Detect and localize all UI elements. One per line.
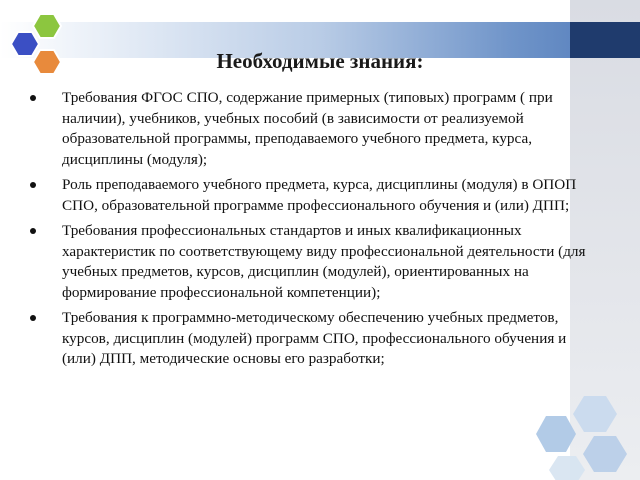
- bullet-list: [28, 88, 603, 375]
- bullet-dot-icon: [30, 315, 36, 321]
- hexagon-light-icon: [583, 436, 627, 472]
- slide-title: Необходимые знания:: [216, 49, 424, 73]
- hexagon-light-icon: [549, 456, 585, 480]
- header-dark-tab: [570, 22, 640, 58]
- bullet-item: [28, 221, 603, 303]
- bullet-dot-icon: [30, 228, 36, 234]
- bullet-dot-icon: [30, 95, 36, 101]
- hexagon-blue-icon: [11, 32, 39, 56]
- bullet-text: Требования ФГОС СПО, содержание примерных (типовых) программ ( при наличии), учебников, учебных пособий (в зависимости от реализуемой образовательной программы, преподаваемого учебного предмета, курса, дисциплины (модуля);: [62, 89, 553, 168]
- bullet-dot-icon: [30, 182, 36, 188]
- bullet-text: Требования к программно-методическому обеспечению учебных предметов, курсов, дисциплин (модулей) программ СПО, профессионального обучения и (или) ДПП, методические основы его разработки;: [62, 309, 567, 367]
- hexagon-logo-cluster: [4, 12, 78, 82]
- bullet-item: [28, 88, 603, 170]
- hexagon-light-icon: [536, 416, 576, 452]
- bullet-item: [28, 308, 603, 370]
- bullet-text: Роль преподаваемого учебного предмета, курса, дисциплины (модуля) в ОПОП СПО, образовательной программе профессионального обучения и (или) ДПП;: [62, 176, 577, 214]
- hexagon-light-icon: [573, 396, 617, 432]
- hexagon-green-icon: [33, 14, 61, 38]
- bullet-text: Требования профессиональных стандартов и иных квалификационных характеристик по соответствующему виду профессиональной деятельности (для учебных предметов, курсов, дисциплин (модулей), ориентированных на формирование профессиональной компетенции);: [62, 222, 586, 301]
- hexagon-orange-icon: [33, 50, 61, 74]
- bullet-item: [28, 175, 603, 216]
- hexagon-decor-bottom: [536, 392, 640, 480]
